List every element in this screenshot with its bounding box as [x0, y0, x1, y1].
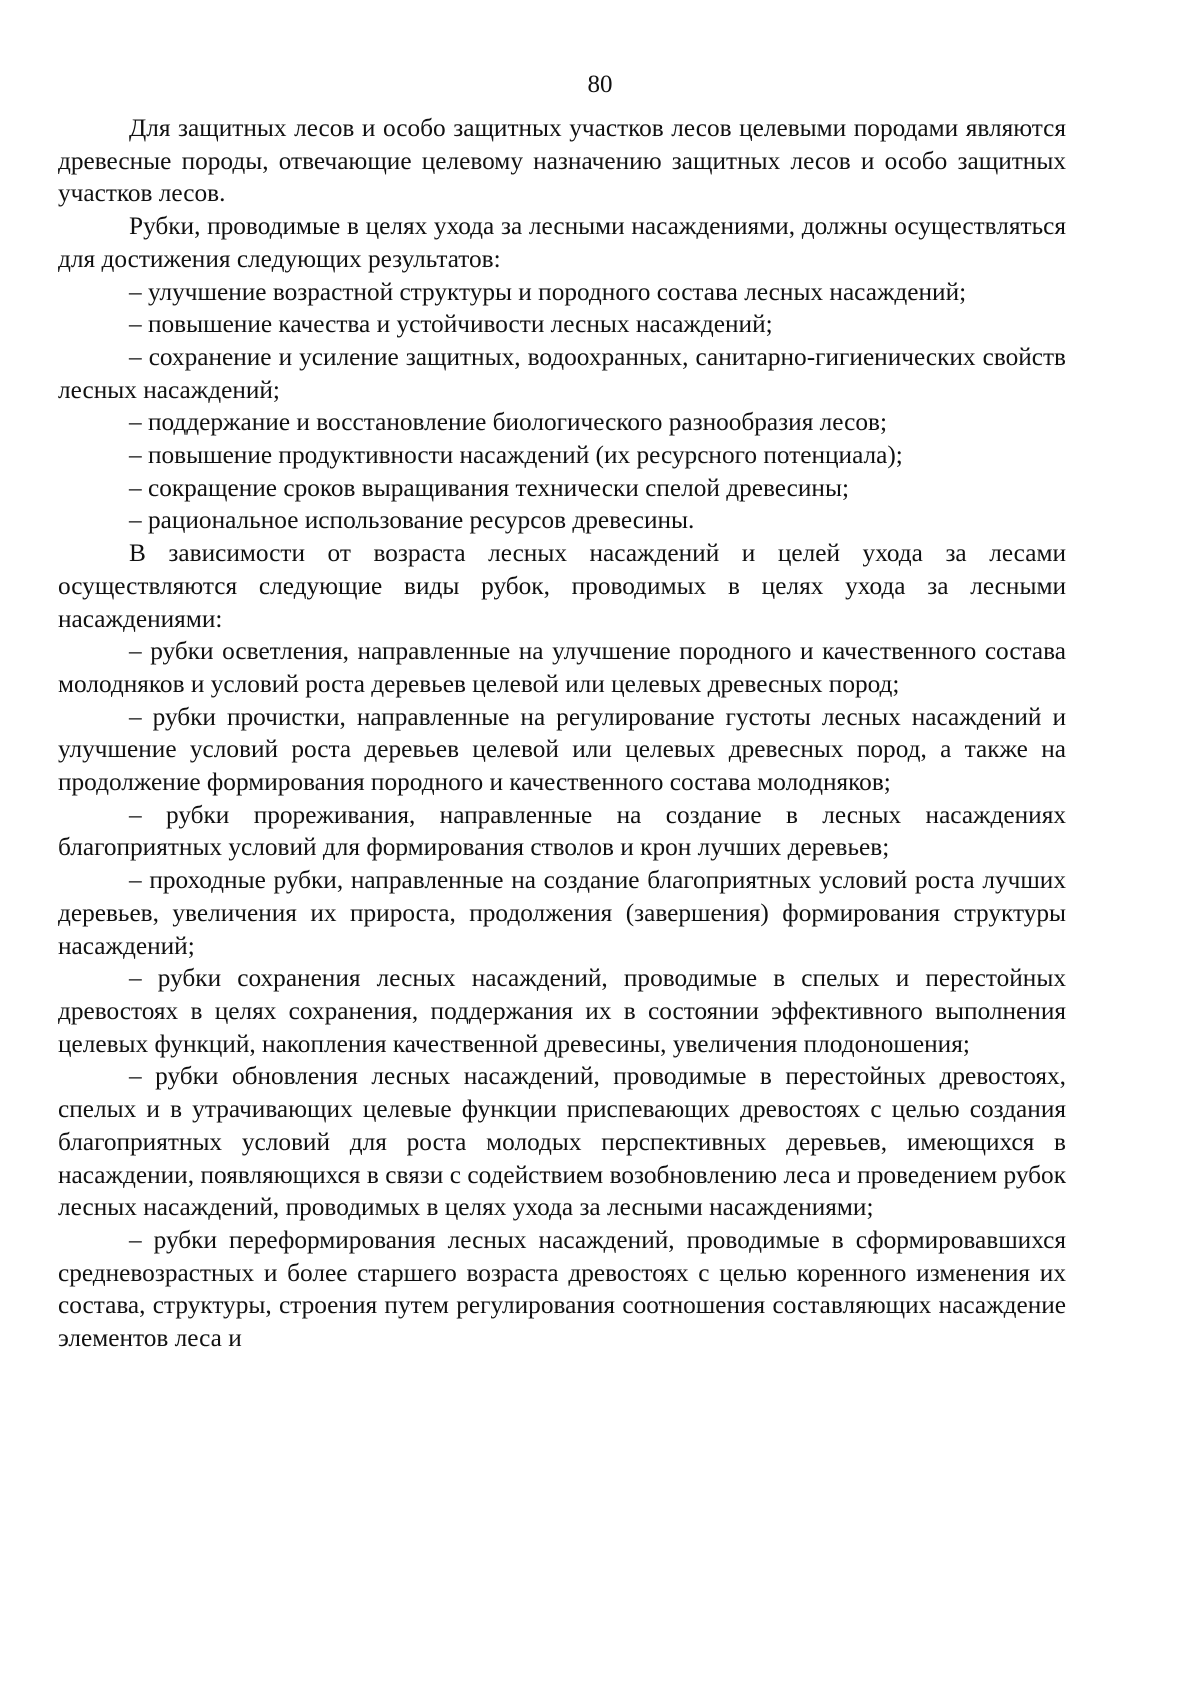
page-number: 80 [587, 71, 613, 98]
list-item-age-structure: – улучшение возрастной структуры и породного состава лесных насаждений; [129, 277, 967, 306]
list-item-renewal-felling: – рубки обновления лесных насаждений, проводимые в перестойных древостоях, спелых и в утрачивающих целевые функции приспевающих древостоях с целью создания благоприятных условий для роста молодых перспективных деревьев, имеющихся в насаждении, появляющихся в связи с содействием возобновлению леса и проведением рубок лесных насаждений, проводимых в целях ухода за лесными насаждениями; [58, 1062, 1066, 1222]
list-item-thinning-felling: – рубки прореживания, направленные на создание в лесных насаждениях благоприятных условий для формирования стволов и крон лучших деревьев; [58, 800, 1066, 862]
list-item-rational-use: – рациональное использование ресурсов древесины. [129, 506, 695, 535]
list-item-biodiversity: – поддержание и восстановление биологического разнообразия лесов; [129, 408, 887, 437]
list-item-clarification-felling: – рубки осветления, направленные на улучшение породного и качественного состава молодняков и условий роста деревьев целевой или целевых древесных пород; [58, 637, 1066, 698]
paragraph-care-felling-goals: Рубки, проводимые в целях ухода за лесными насаждениями, должны осуществляться для достижения следующих результатов: [58, 212, 1066, 273]
list-item-quality-stability: – повышение качества и устойчивости лесных насаждений; [129, 310, 773, 339]
list-item-cleaning-felling: – рубки прочистки, направленные на регулирование густоты лесных насаждений и улучшение условий роста деревьев целевой или целевых древесных пород, а также на продолжение формирования породного и качественного состава молодняков; [58, 702, 1066, 797]
paragraph-felling-types: В зависимости от возраста лесных насаждений и целей ухода за лесами осуществляются следующие виды рубок, проводимых в целях ухода за лесными насаждениями: [58, 539, 1066, 633]
list-item-reformation-felling: – рубки переформирования лесных насаждений, проводимые в сформировавшихся средневозрастных и более старшего возраста древостоях с целью коренного изменения их состава, структуры, строения путем регулирования соотношения составляющих насаждение элементов леса и [58, 1225, 1066, 1353]
list-item-growing-period: – сокращение сроков выращивания технически спелой древесины; [129, 473, 849, 502]
list-item-preservation-felling: – рубки сохранения лесных насаждений, проводимые в спелых и перестойных древостоях в целях сохранения, поддержания их в состоянии эффективного выполнения целевых функций, накопления качественной древесины, увеличения плодоношения; [58, 964, 1066, 1058]
paragraph-intro-target-species: Для защитных лесов и особо защитных участков лесов целевыми породами являются древесные породы, отвечающие целевому назначению защитных лесов и особо защитных участков лесов. [58, 114, 1066, 208]
list-item-passage-felling: – проходные рубки, направленные на создание благоприятных условий роста лучших деревьев, увеличения их прироста, продолжения (завершения) формирования структуры насаждений; [58, 866, 1066, 960]
list-item-productivity: – повышение продуктивности насаждений (их ресурсного потенциала); [129, 441, 903, 470]
document-body [58, 112, 1066, 1355]
list-item-protective-properties: – сохранение и усиление защитных, водоохранных, санитарно-гигиенических свойств лесных насаждений; [58, 342, 1066, 404]
